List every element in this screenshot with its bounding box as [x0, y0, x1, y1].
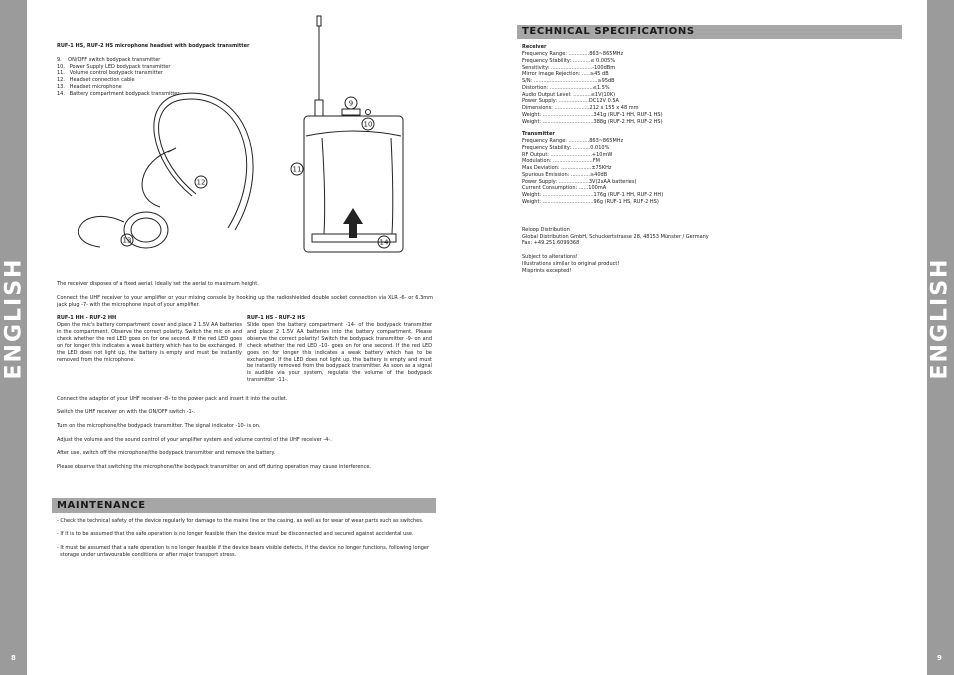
distribution-line: Reloop Distribution: [522, 227, 570, 233]
note-line: Misprints excepted!: [522, 268, 572, 274]
bodypack-left-contour: [322, 138, 325, 234]
spec-row: Power Supply: ...................DC12V 0.5A: [522, 98, 619, 104]
maintenance-item: - It must be assumed that a safe operation is no longer feasible if the device bears visible defects, if the device no longer functions, following longer: [57, 545, 430, 551]
receiver-title: Receiver: [522, 44, 547, 50]
hs-heading: RUF-1 HS - RUF-2 HS: [247, 315, 306, 321]
microphone-boom: [78, 216, 124, 247]
parts-item: 11. Volume control bodypack transmitter: [57, 70, 163, 76]
spec-row: Frequency Range: .............863~865MHz: [522, 138, 624, 144]
maintenance-item: - Check the technical safety of the device regularly for damage to the mains line or the casing, as well as for wear of wear parts such as switches.: [57, 518, 424, 524]
spec-row: Dimensions: ......................212 x 155 x 48 mm: [522, 105, 639, 111]
hh-heading: RUF-1 HH - RUF-2 HH: [57, 315, 117, 321]
callout-12: 12: [196, 178, 206, 187]
callout-14: 14: [379, 238, 389, 247]
parts-title: RUF-1 HS, RUF-2 HS microphone headset with bodypack transmitter: [57, 43, 250, 49]
headset-cable: [142, 150, 172, 207]
antenna-base: [315, 100, 323, 116]
spec-row: Frequency Stability: ...........≤ 0.005%: [522, 58, 616, 64]
spec-row: Weight: ................................388g (RUF-2 HH, RUF-2 HS): [522, 119, 663, 125]
callout-10: 10: [363, 120, 373, 129]
spec-row: Frequency Range: .............863~865MHz: [522, 51, 624, 57]
language-tab-right: ENGLISH: [927, 257, 953, 380]
specs-heading: TECHNICAL SPECIFICATIONS: [517, 25, 902, 39]
bodypack-right-contour: [391, 138, 393, 234]
callout-9: 9: [348, 99, 354, 108]
intro-paragraph-1: The receiver disposes of a fixed aerial. Ideally set the aerial to maximum height.: [57, 281, 259, 287]
note-line: Illustrations similar to original product!: [522, 261, 620, 267]
spec-row: Weight: ................................341g (RUF-1 HH, RUF-1 HS): [522, 112, 663, 118]
step-item: Adjust the volume and the sound control of your amplifier system and volume control of the UHF receiver -4-.: [57, 437, 332, 443]
headband-inner: [159, 99, 247, 228]
page-number-right: 9: [937, 654, 942, 662]
led-shape: [366, 110, 371, 115]
maintenance-item: - If it is to be assumed that the safe operation is no longer feasible then the device must be disconnected and secured against accidental use.: [57, 531, 414, 537]
intro-paragraph-2: Connect the UHF receiver to your amplifier or your mixing console by hooking up the radioshielded double socket connection via XLR -6- or 6.3mm jack plug -7- with the microphone input of your amplifier.: [57, 295, 433, 308]
spec-row: Mirror Image Rejection: .....≥45 dB: [522, 71, 609, 77]
spec-row: S/N: ........................................≥95dB: [522, 78, 615, 84]
headset-microphone-inner: [131, 218, 161, 242]
distribution-line: Fax: +49.251.6099368: [522, 240, 580, 246]
spec-row: Audio Output Level: ...........≤1V(10K): [522, 92, 616, 98]
step-item: After use, switch off the microphone/the bodypack transmitter and remove the battery.: [57, 450, 276, 456]
maintenance-heading: MAINTENANCE: [52, 498, 436, 513]
step-item: Switch the UHF receiver on with the ON/OFF switch -1-.: [57, 409, 196, 415]
bodypack-top-edge: [306, 131, 401, 136]
callout-11: 11: [292, 165, 302, 174]
spec-row: Power Supply: ...................3V(2xAA batteries): [522, 179, 637, 185]
hs-instructions: Slide open the battery compartment -14- of the bodypack transmitter and place 2 1.5V AA batteries into the battery compartment. Please observe the correct polarity! Switch the bodypack transmitter -9- on and check whether the red LED -10- goes on for one second. If the red LED goes on for longer this indicates a weak battery which has to be exchanged. If the LED does not light up, the battery is empty and must be instantly removed from the bodypack transmitter. As soon as a signal is audible via your system, regulate the volume of the bodypack transmitter -11-.: [247, 322, 432, 384]
note-line: Subject to alterations!: [522, 254, 578, 260]
parts-item: 9. ON/OFF switch bodypack transmitter: [57, 57, 161, 63]
spec-row: Max Deviation: ...................±75KHz: [522, 165, 612, 171]
step-item: Connect the adaptor of your UHF receiver -8- to the power pack and insert it into the outlet.: [57, 396, 288, 402]
spec-row: Frequency Stability: ...........0.010%: [522, 145, 610, 151]
parts-item: 10. Power Supply LED bodypack transmitter: [57, 64, 171, 70]
spec-row: RF Output: ..........................+10mW: [522, 152, 613, 158]
transmitter-title: Transmitter: [522, 131, 555, 137]
on-off-switch-shape: [342, 109, 360, 115]
parts-item: 12. Headset connection cable: [57, 77, 135, 83]
spec-row: Distortion: ...........................≤1.5%: [522, 85, 610, 91]
headset-bodypack-illustration: [60, 12, 420, 256]
maintenance-item: storage under unfavourable conditions or after major transport stress.: [57, 552, 237, 558]
spec-row: Weight: ................................96g (RUF-1 HS, RUF-2 HS): [522, 199, 659, 205]
spec-row: Modulation: .........................FM: [522, 158, 600, 164]
distribution-line: Global Distribution GmbH, Schuckertstrasse 28, 48153 Münster / Germany: [522, 234, 709, 240]
callout-13: 13: [122, 236, 132, 245]
page-number-left: 8: [11, 654, 16, 662]
antenna-tip: [317, 16, 321, 26]
spec-row: Weight: ................................176g (RUF-1 HH, RUF-2 HH): [522, 192, 664, 198]
step-item: Please observe that switching the microphone/the bodypack transmitter on and off during operation may cause interference.: [57, 464, 372, 470]
spec-row: Spurious Emission: ............≥40dB: [522, 172, 608, 178]
step-item: Turn on the microphone/the bodypack transmitter. The signal indicator -10- is on.: [57, 423, 261, 429]
language-tab-left: ENGLISH: [1, 257, 27, 380]
spec-row: Sensitivity: ..........................-100dBm: [522, 65, 616, 71]
parts-item: 14. Battery compartment bodypack transmitter: [57, 91, 180, 97]
spec-row: Current Consumption: ......100mA: [522, 185, 607, 191]
parts-item: 13. Headset microphone: [57, 84, 122, 90]
hh-instructions: Open the mic's battery compartment cover and place 2 1.5V AA batteries in the compartment. Observe the correct polarity. Switch the mic on and check whether the red LED goes on for one second. If the red LED goes on for longer this indicates a weak battery which has to be exchanged. If the LED does not light up, the battery is empty and must be instantly removed from the microphone.: [57, 322, 242, 363]
